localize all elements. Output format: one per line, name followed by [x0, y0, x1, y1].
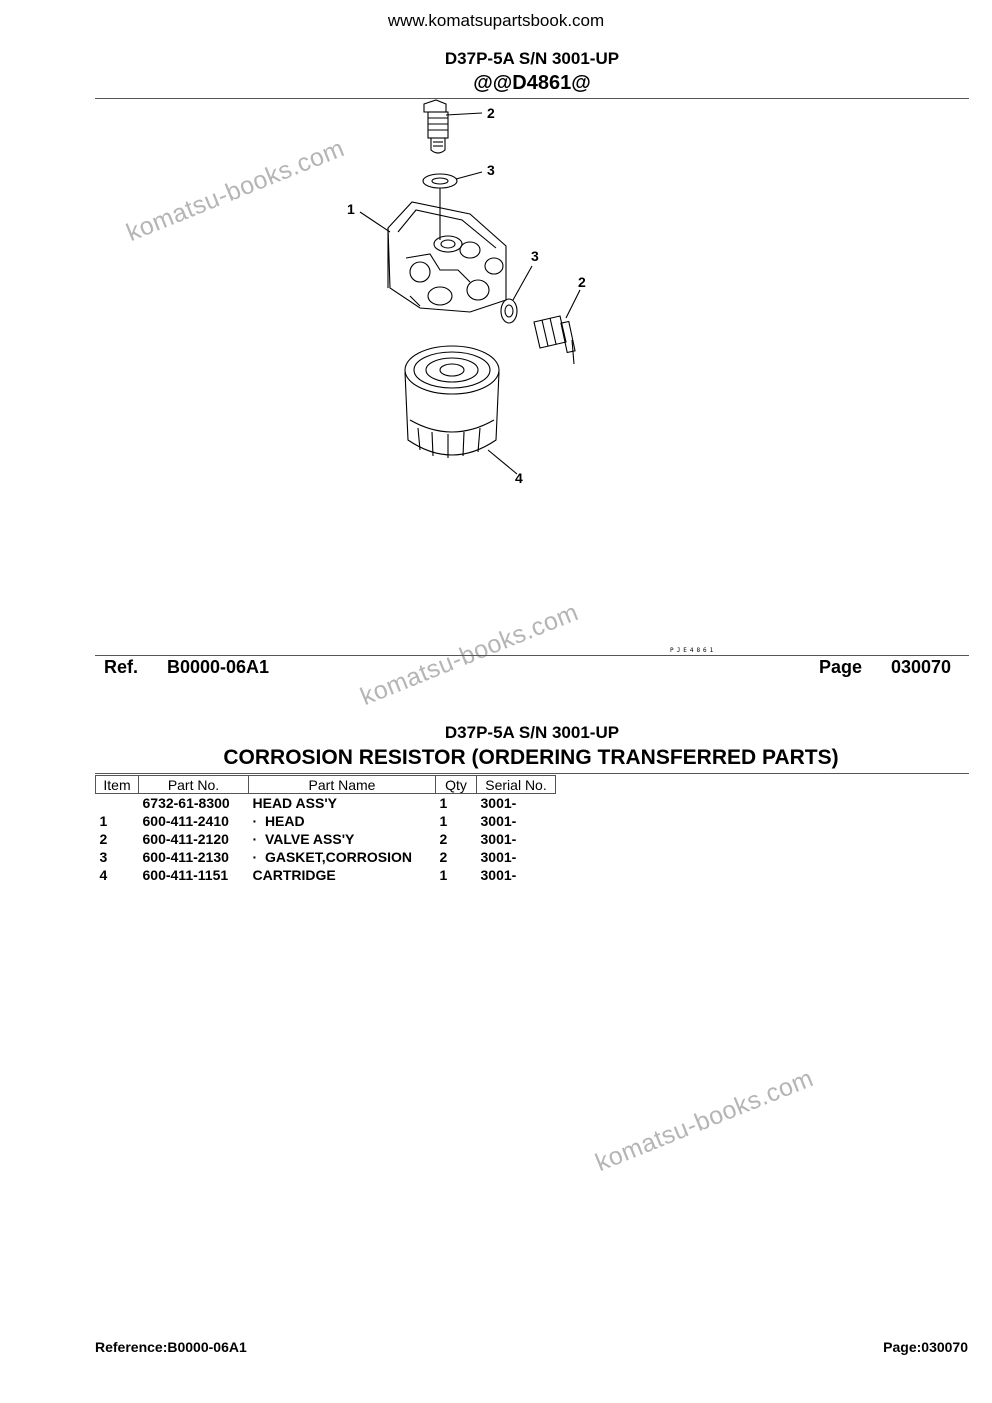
item-cell: 3 — [99, 849, 108, 865]
table-row — [96, 830, 556, 848]
page-value: 030070 — [891, 657, 952, 677]
callout: 2 — [578, 274, 586, 290]
drawing-code: @@D4861@ — [473, 72, 591, 94]
model-heading: D37P-5A S/N 3001-UP — [444, 723, 620, 742]
callout: 2 — [487, 105, 495, 121]
table-row — [96, 848, 556, 866]
column-header-part-name: Part Name — [249, 776, 436, 794]
title-rule — [95, 773, 969, 774]
valve-assy-side-drawing — [534, 290, 580, 364]
watermark: komatsu-books.com — [356, 598, 583, 712]
callout: 3 — [487, 162, 495, 178]
serial-cell: 3001- — [480, 849, 517, 865]
part-name-cell: CARTRIDGE — [252, 867, 336, 883]
site-url[interactable]: www.komatsupartsbook.com — [387, 11, 605, 30]
figure-id: PJE4861 — [670, 647, 717, 654]
table-header-row — [96, 776, 556, 794]
part-name-cell: HEAD ASS'Y — [252, 795, 337, 811]
footer-page: Page:030070 — [883, 1339, 968, 1355]
column-header-serial-no: Serial No. — [477, 776, 556, 794]
part-no-cell: 600-411-2410 — [142, 813, 229, 829]
column-header-part-no: Part No. — [139, 776, 249, 794]
table-row — [96, 794, 556, 813]
reference-rule — [95, 655, 969, 656]
page-label: Page — [819, 657, 863, 677]
part-no-cell: 600-411-2120 — [142, 831, 229, 847]
item-cell: 2 — [99, 831, 108, 847]
gasket-top-drawing — [423, 172, 482, 188]
table-row — [96, 812, 556, 830]
column-header-qty: Qty — [436, 776, 477, 794]
part-no-cell: 600-411-2130 — [142, 849, 229, 865]
qty-cell: 1 — [439, 795, 448, 811]
qty-cell: 1 — [439, 813, 448, 829]
column-header-item: Item — [96, 776, 139, 794]
part-name-cell: · GASKET,CORROSION — [252, 849, 412, 865]
ref-label: Ref. — [104, 657, 139, 677]
serial-cell: 3001- — [480, 831, 517, 847]
qty-cell: 2 — [439, 831, 448, 847]
parts-table — [95, 775, 556, 884]
model-heading-top: D37P-5A S/N 3001-UP — [444, 49, 620, 68]
serial-cell: 3001- — [480, 795, 517, 811]
item-cell: 1 — [99, 813, 108, 829]
part-name-cell: · VALVE ASS'Y — [252, 831, 355, 847]
table-row — [96, 866, 556, 884]
part-no-cell: 600-411-1151 — [142, 867, 229, 883]
ref-value: B0000-06A1 — [167, 657, 270, 677]
part-name-cell: · HEAD — [252, 813, 305, 829]
watermark: komatsu-books.com — [122, 134, 349, 248]
item-cell: 4 — [99, 867, 108, 883]
valve-assy-top-drawing — [424, 100, 482, 153]
item-cell — [96, 794, 139, 813]
qty-cell: 2 — [439, 849, 448, 865]
callout: 3 — [531, 248, 539, 264]
qty-cell: 1 — [439, 867, 448, 883]
part-no-cell: 6732-61-8300 — [142, 795, 230, 811]
serial-cell: 3001- — [480, 813, 517, 829]
parts-diagram — [330, 96, 630, 496]
callout: 1 — [347, 201, 355, 217]
callout: 4 — [515, 470, 523, 486]
footer-reference: Reference:B0000-06A1 — [95, 1339, 247, 1355]
cartridge-drawing — [405, 346, 517, 474]
watermark: komatsu-books.com — [591, 1064, 818, 1178]
serial-cell: 3001- — [480, 867, 517, 883]
head-drawing — [360, 188, 506, 312]
section-title: CORROSION RESISTOR (ORDERING TRANSFERRED PARTS) — [223, 746, 839, 769]
